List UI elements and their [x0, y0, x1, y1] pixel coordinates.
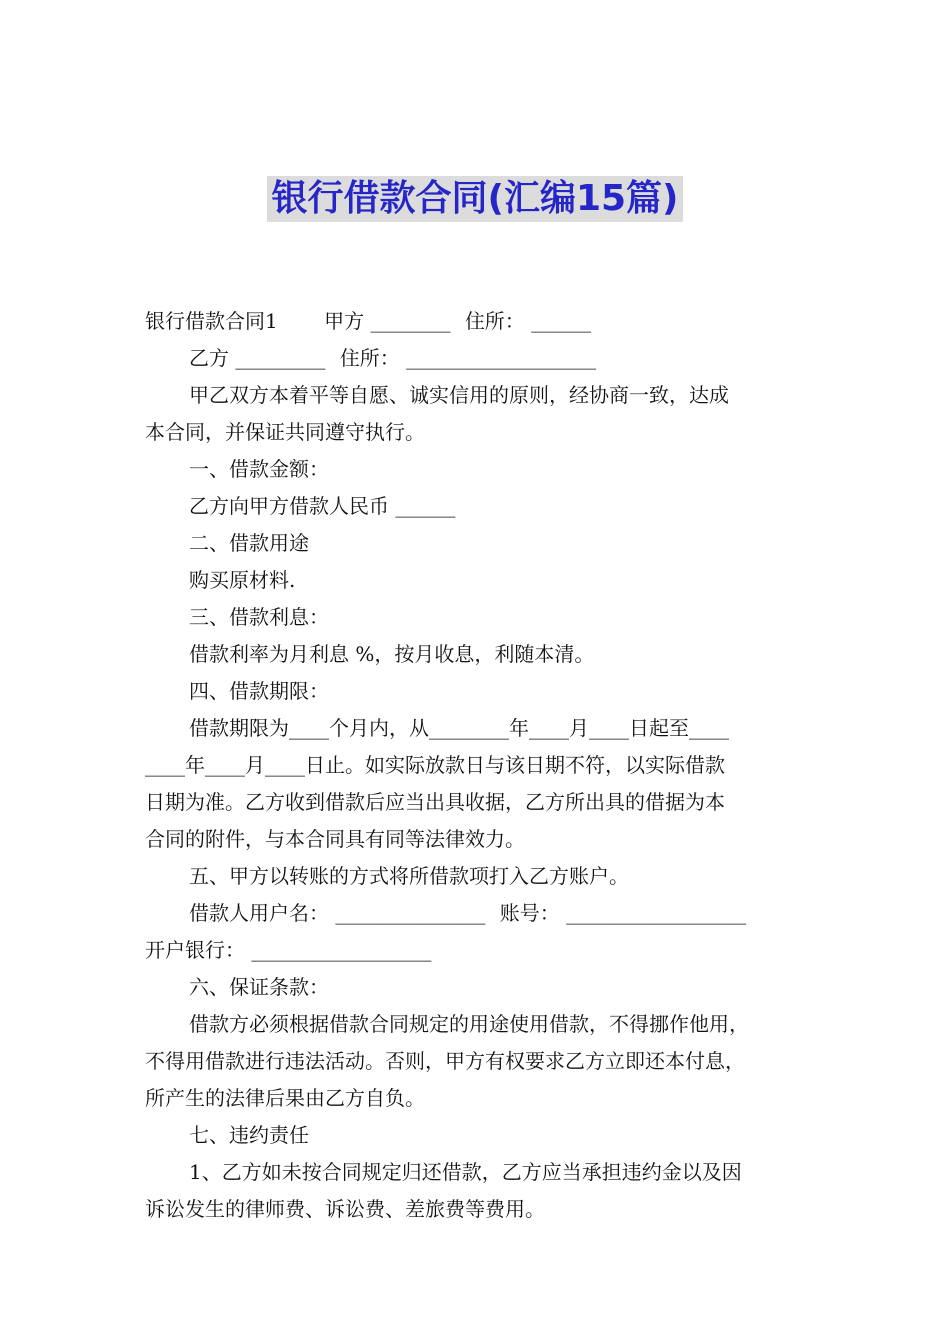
paragraph-line: 乙方向甲方借款人民币 ______	[189, 494, 456, 518]
paragraph-line: 日期为准。乙方收到借款后应当出具收据，乙方所出具的借据为本	[145, 790, 725, 814]
paragraph-line: 诉讼发生的律师费、诉讼费、差旅费等费用。	[145, 1197, 545, 1221]
paragraph-line: ____年____月____日止。如实际放款日与该日期不符，以实际借款	[145, 753, 725, 777]
paragraph-line: 1、乙方如未按合同规定归还借款，乙方应当承担违约金以及因	[189, 1160, 742, 1184]
paragraph-line: 所产生的法律后果由乙方自负。	[145, 1086, 425, 1110]
paragraph-line: 借款利率为月利息 %，按月收息，利随本清。	[189, 642, 595, 666]
paragraph-line: 合同的附件，与本合同具有同等法律效力。	[145, 827, 525, 851]
paragraph-line: 不得用借款进行违法活动。否则，甲方有权要求乙方立即还本付息，	[145, 1049, 745, 1073]
party-a-address-field: 住所： ______	[464, 309, 592, 333]
party-b-line	[145, 340, 815, 377]
section-heading: 四、借款期限：	[189, 679, 329, 703]
paragraph-line: 购买原材料.	[189, 568, 296, 592]
paragraph-line: 借款期限为____个月内，从________年____月____日起至____	[189, 716, 729, 740]
contract-header-line	[145, 303, 815, 340]
document-body	[145, 303, 815, 1228]
contract-label: 银行借款合同1	[145, 309, 278, 333]
section-heading: 五、甲方以转账的方式将所借款项打入乙方账户。	[189, 864, 629, 888]
section-heading: 七、违约责任	[189, 1123, 309, 1147]
paragraph-line: 借款方必须根据借款合同规定的用途使用借款，不得挪作他用，	[189, 1012, 749, 1036]
account-line	[145, 895, 815, 932]
title-container	[0, 176, 950, 222]
paragraph-line: 甲乙双方本着平等自愿、诚实信用的原则，经协商一致，达成	[189, 383, 729, 407]
section-heading: 三、借款利息：	[189, 605, 329, 629]
bank-field: 开户银行： __________________	[145, 938, 432, 962]
document-title: 银行借款合同(汇编15篇)	[267, 176, 682, 222]
party-b-field: 乙方 _________	[189, 346, 326, 370]
paragraph-line: 本合同，并保证共同遵守执行。	[145, 420, 425, 444]
party-b-address-field: 住所： ___________________	[339, 346, 597, 370]
account-name-field: 借款人用户名： _______________	[189, 901, 486, 925]
section-heading: 二、借款用途	[189, 531, 309, 555]
section-heading: 六、保证条款：	[189, 975, 329, 999]
section-heading: 一、借款金额：	[189, 457, 329, 481]
account-number-field: 账号： __________________	[499, 901, 747, 925]
party-a-field: 甲方 ________	[324, 309, 451, 333]
